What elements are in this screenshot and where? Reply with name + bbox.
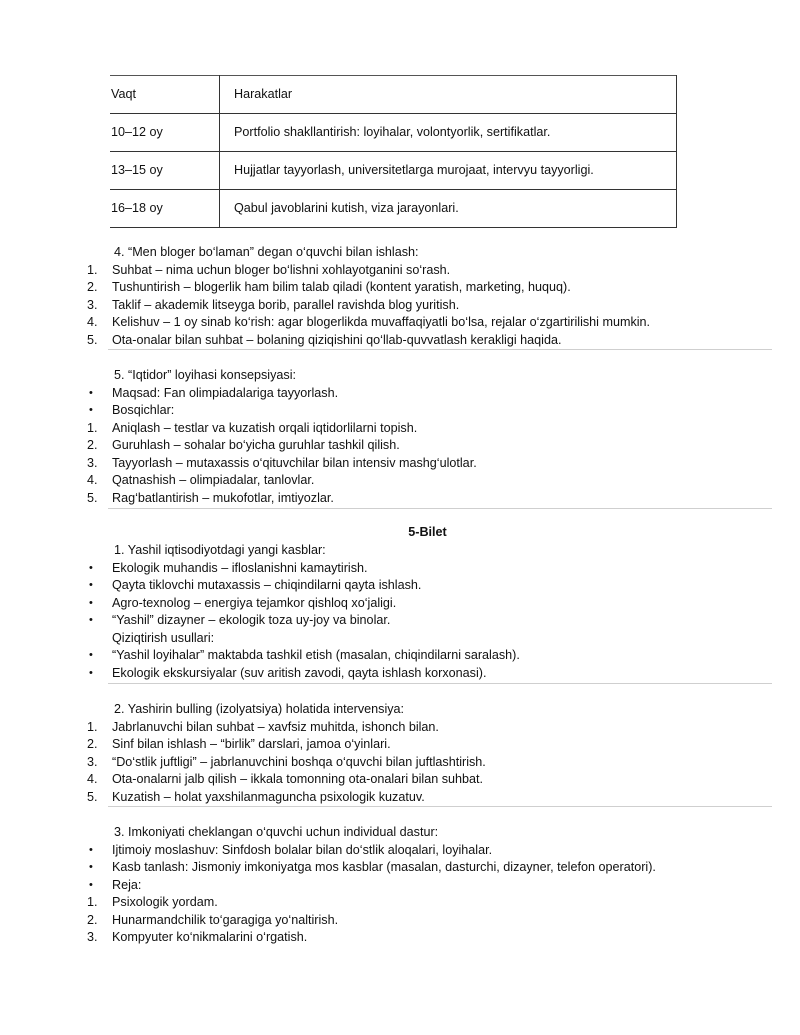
list-number: 1.	[87, 719, 98, 734]
list-item	[0, 455, 800, 473]
list-item	[0, 420, 800, 438]
list-item	[0, 437, 800, 455]
list-item-text: Ota-onalar bilan suhbat – bolaning qiziqishini qo‘llab-quvvatlash kerakligi haqida.	[112, 332, 562, 347]
list-item	[0, 736, 800, 754]
list-number: 3.	[87, 754, 98, 769]
divider	[108, 349, 772, 350]
list-item	[0, 314, 800, 332]
table-cell: 13–15 oy	[110, 152, 220, 190]
list-item-text: Jabrlanuvchi bilan suhbat – xavfsiz muhitda, ishonch bilan.	[112, 719, 439, 734]
table-cell: Vaqt	[110, 76, 220, 114]
page-title: 5-Bilet	[408, 525, 447, 539]
list-number: 5.	[87, 789, 98, 804]
list-item-text: Psixologik yordam.	[112, 895, 218, 909]
list-item	[0, 490, 800, 508]
list-item	[0, 789, 800, 807]
timeline-table	[110, 75, 677, 228]
bullet-item	[0, 385, 800, 403]
table-cell: Hujjatlar tayyorlash, universitetlarga murojaat, intervyu tayyorligi.	[220, 152, 677, 190]
bullet-item	[0, 647, 800, 665]
list-item-text: Tushuntirish – blogerlik ham bilim talab qiladi (kontent yaratish, marketing, huquq).	[112, 280, 571, 294]
list-number: 4.	[87, 315, 98, 329]
bullet-text: Ijtimoiy moslashuv: Sinfdosh bolalar bilan do‘stlik aloqalari, loyihalar.	[112, 842, 493, 857]
table-cell: Harakatlar	[220, 76, 677, 114]
section-heading: 1. Yashil iqtisodiyotdagi yangi kasblar:	[114, 543, 326, 557]
table-row	[110, 190, 677, 228]
list-item-text: Sinf bilan ishlash – “birlik” darslari, jamoa o‘yinlari.	[112, 737, 391, 751]
bullet-marker: •	[89, 666, 93, 679]
list-item	[0, 929, 800, 947]
bullet-marker: •	[89, 843, 93, 856]
bullet-item	[0, 402, 800, 420]
list-item-text: Kompyuter ko‘nikmalarini o‘rgatish.	[112, 930, 308, 944]
list-number: 1.	[87, 895, 98, 909]
section-heading: 5. “Iqtidor” loyihasi konsepsiyasi:	[114, 368, 296, 382]
divider	[108, 683, 772, 684]
list-number: 4.	[87, 772, 98, 786]
bullet-item	[0, 665, 800, 683]
bullet-item	[0, 612, 800, 630]
list-number: 3.	[87, 297, 98, 312]
bullet-text: Reja:	[112, 877, 142, 892]
list-item-text: Kelishuv – 1 oy sinab ko‘rish: agar blogerlikda muvaffaqiyatli bo‘lsa, rejalar o‘zgartirilishi mumkin.	[112, 315, 651, 329]
bullet-text: Bosqichlar:	[112, 403, 175, 417]
list-item	[0, 279, 800, 297]
bullet-text: Ekologik muhandis – ifloslanishni kamaytirish.	[112, 560, 368, 575]
list-item	[0, 332, 800, 350]
table-cell: 16–18 oy	[110, 190, 220, 228]
section-heading: 2. Yashirin bulling (izolyatsiya) holatida intervensiya:	[114, 702, 405, 716]
bullet-marker: •	[89, 596, 93, 609]
section-heading: 3. Imkoniyati cheklangan o‘quvchi uchun individual dastur:	[114, 825, 439, 839]
bullet-item	[0, 595, 800, 613]
bullet-text: “Yashil loyihalar” maktabda tashkil etish (masalan, chiqindilarni saralash).	[112, 648, 520, 662]
bullet-marker: •	[89, 404, 93, 416]
table-row	[110, 152, 677, 190]
list-item	[0, 771, 800, 789]
section-individual-program	[0, 824, 800, 947]
list-item-text: “Do‘stlik juftligi” – jabrlanuvchini boshqa o‘quvchi bilan juftlashtirish.	[112, 754, 486, 769]
table-header-row	[110, 76, 677, 114]
list-number: 1.	[87, 420, 98, 435]
list-item-text: Hunarmandchilik to‘garagiga yo‘naltirish.	[112, 912, 339, 927]
list-item-text: Taklif – akademik litseyga borib, parallel ravishda blog yuritish.	[112, 297, 460, 312]
section-heading: 4. “Men bloger bo‘laman” degan o‘quvchi bilan ishlash:	[114, 245, 419, 259]
bullet-marker: •	[89, 649, 93, 661]
list-item-text: Kuzatish – holat yaxshilanmaguncha psixologik kuzatuv.	[112, 789, 425, 804]
bullet-item	[0, 577, 800, 595]
section-bullying	[0, 701, 800, 806]
list-item-text: Ota-onalarni jalb qilish – ikkala tomonning ota-onalari bilan suhbat.	[112, 772, 484, 786]
bullet-text: Kasb tanlash: Jismoniy imkoniyatga mos kasblar (masalan, dasturchi, dizayner, telefon operatori).	[112, 860, 656, 874]
list-number: 3.	[87, 455, 98, 470]
table-cell: 10–12 oy	[110, 114, 220, 152]
table-row	[110, 114, 677, 152]
bullet-text: “Yashil” dizayner – ekologik toza uy-joy va binolar.	[112, 613, 391, 627]
list-number: 5.	[87, 332, 98, 347]
list-item-text: Guruhlash – sohalar bo‘yicha guruhlar tashkil qilish.	[112, 438, 400, 452]
list-item-text: Suhbat – nima uchun bloger bo‘lishni xohlayotganini so‘rash.	[112, 262, 451, 277]
bullet-marker: •	[89, 561, 93, 574]
divider	[108, 508, 772, 509]
bullet-marker: •	[89, 861, 93, 873]
list-number: 2.	[87, 912, 98, 927]
section-talent	[0, 367, 800, 507]
list-item-text: Rag‘batlantirish – mukofotlar, imtiyozlar.	[112, 490, 334, 505]
list-item	[0, 719, 800, 737]
bullet-item	[0, 877, 800, 895]
bullet-text: Maqsad: Fan olimpiadalariga tayyorlash.	[112, 385, 339, 400]
list-number: 1.	[87, 262, 98, 277]
list-item-text: Tayyorlash – mutaxassis o‘qituvchilar bilan intensiv mashg‘ulotlar.	[112, 455, 477, 470]
section-blogger	[0, 244, 800, 349]
list-item	[0, 912, 800, 930]
bullet-marker: •	[89, 579, 93, 591]
list-number: 4.	[87, 473, 98, 487]
table-cell: Qabul javoblarini kutish, viza jarayonlari.	[220, 190, 677, 228]
bullet-item	[0, 560, 800, 578]
list-item-text: Aniqlash – testlar va kuzatish orqali iqtidorlilarni topish.	[112, 420, 418, 435]
divider	[108, 806, 772, 807]
list-number: 2.	[87, 737, 98, 751]
list-number: 3.	[87, 930, 98, 944]
bullet-marker: •	[89, 614, 93, 626]
list-item	[0, 472, 800, 490]
bullet-item	[0, 859, 800, 877]
bullet-item	[0, 842, 800, 860]
bullet-text: Ekologik ekskursiyalar (suv aritish zavodi, qayta ishlash korxonasi).	[112, 665, 487, 680]
bullet-text: Qayta tiklovchi mutaxassis – chiqindilarni qayta ishlash.	[112, 578, 422, 592]
list-item	[0, 262, 800, 280]
list-item	[0, 894, 800, 912]
bullet-marker: •	[89, 386, 93, 399]
list-number: 2.	[87, 438, 98, 452]
list-item-text: Qatnashish – olimpiadalar, tanlovlar.	[112, 473, 315, 487]
subheading: Qiziqtirish usullari:	[112, 630, 215, 645]
bullet-marker: •	[89, 878, 93, 891]
list-item	[0, 754, 800, 772]
section-green-economy	[0, 542, 800, 682]
list-number: 5.	[87, 490, 98, 505]
list-item	[0, 297, 800, 315]
table-cell: Portfolio shakllantirish: loyihalar, volontyorlik, sertifikatlar.	[220, 114, 677, 152]
list-number: 2.	[87, 280, 98, 294]
bullet-text: Agro-texnolog – energiya tejamkor qishloq xo‘jaligi.	[112, 595, 397, 610]
